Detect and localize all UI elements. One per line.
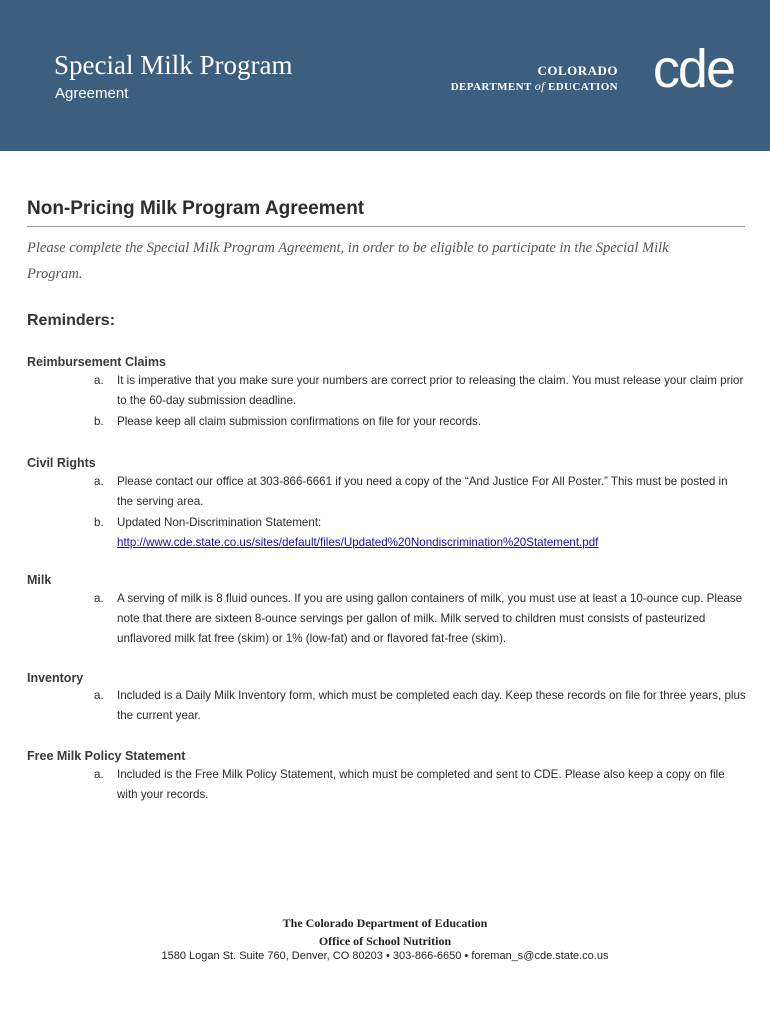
list-item [94, 371, 746, 411]
footer-address: 1580 Logan St. Suite 760, Denver, CO 80203 • 303-866-6650 • foreman_s@cde.state.co.us [161, 950, 609, 962]
list-item-text: Included is a Daily Milk Inventory form, which must be completed each day. Keep these records on file for three years, plus the current year. [117, 689, 746, 723]
logo-of-word: of [534, 79, 545, 93]
list-marker: a. [94, 592, 104, 605]
footer-org-name: The Colorado Department of Education [282, 916, 488, 930]
list-item-text [117, 513, 746, 553]
nondiscrimination-statement-link[interactable]: http://www.cde.state.co.us/sites/default/files/Updated%20Nondiscrimination%20Statement.pdf [117, 536, 599, 550]
cde-logo [450, 39, 740, 99]
list-item [94, 513, 746, 553]
nondiscrimination-label: Updated Non-Discrimination Statement: [117, 516, 322, 529]
list-item [94, 472, 746, 512]
intro-text: Please complete the Special Milk Program Agreement, in order to be eligible to participate in the Special Milk Program. [27, 240, 669, 282]
footer-office-name: Office of School Nutrition [318, 934, 452, 948]
section-heading-free-milk-policy: Free Milk Policy Statement [27, 749, 186, 763]
program-title: Special Milk Program [54, 50, 293, 80]
list-item-text: Please contact our office at 303-866-6661 if you need a copy of the “And Justice For All Poster.” This must be posted in the serving area. [117, 475, 728, 509]
list-marker: a. [94, 689, 104, 702]
list-item [94, 686, 746, 726]
program-subtitle: Agreement [55, 85, 129, 102]
list-item [94, 765, 746, 805]
list-marker: b. [94, 415, 104, 428]
list-marker: a. [94, 374, 104, 387]
logo-colorado-text: COLORADO [537, 63, 618, 78]
logo-department-word: DEPARTMENT [450, 81, 535, 93]
reminders-heading: Reminders: [27, 312, 116, 329]
logo-education-word: EDUCATION [544, 81, 618, 93]
list-item [94, 589, 746, 650]
list-marker: a. [94, 475, 104, 488]
list-item-text: Please keep all claim submission confirmations on file for your records. [117, 415, 482, 428]
list-item-text: A serving of milk is 8 fluid ounces. If you are using gallon containers of milk, you must use at least a 10-ounce cup. Please note that there are sixteen 8-ounce servings per gallon of milk. Milk served to children must consists of pasteurized unflavored milk fat free (skim) or 1% (low-fat) and or flavored fat-free (skim). [117, 592, 743, 646]
list-marker: b. [94, 516, 104, 529]
cde-logo-mark: cde [652, 39, 734, 99]
document-title: Non-Pricing Milk Program Agreement [27, 198, 365, 219]
list-marker: a. [94, 768, 104, 781]
section-heading-inventory: Inventory [27, 671, 84, 685]
section-heading-civil-rights: Civil Rights [27, 456, 96, 470]
section-heading-reimbursement: Reimbursement Claims [27, 355, 166, 369]
list-item [94, 412, 746, 432]
logo-department-text [451, 79, 618, 94]
header-banner [0, 0, 770, 151]
title-divider [27, 226, 745, 227]
section-heading-milk: Milk [27, 573, 52, 587]
list-item-text: It is imperative that you make sure your numbers are correct prior to releasing the claim. You must release your claim prior to the 60-day submission deadline. [117, 374, 744, 408]
list-item-text: Included is the Free Milk Policy Statement, which must be completed and sent to CDE. Please also keep a copy on file with your records. [117, 768, 725, 802]
